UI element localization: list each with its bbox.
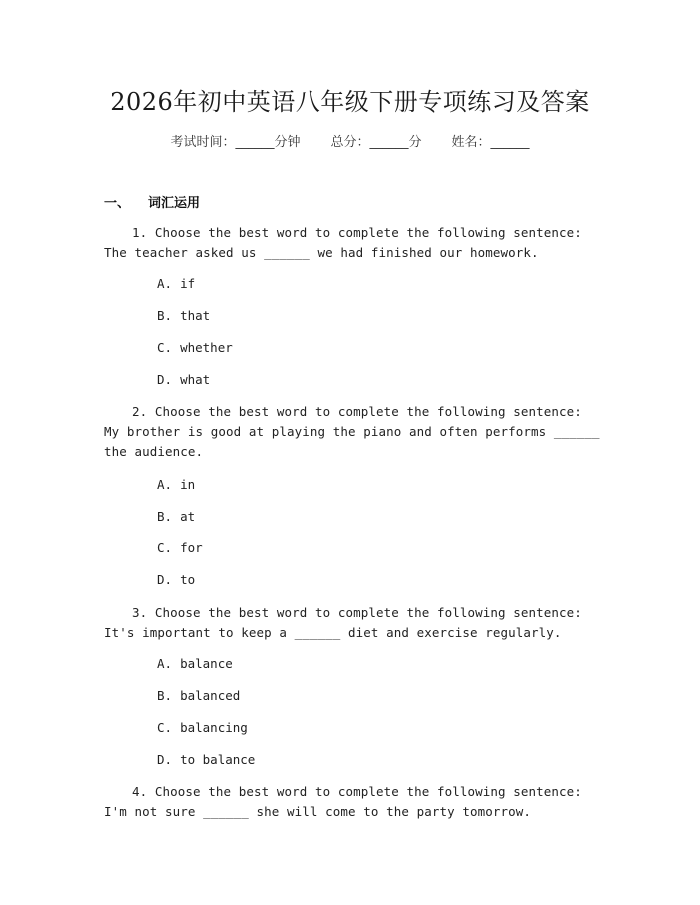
exam-time-label: 考试时间：______分钟 <box>170 135 301 150</box>
option <box>157 719 248 737</box>
option-letter: C. <box>157 540 173 555</box>
option-text: whether <box>180 340 233 355</box>
option <box>157 687 240 705</box>
option-letter: B. <box>157 308 173 323</box>
option <box>157 307 210 325</box>
option-text: at <box>180 509 196 524</box>
option <box>157 751 255 769</box>
question-text: 4. Choose the best word to complete the following sentence: I'm not sure ______ she will come to the party tomorrow. <box>104 784 582 819</box>
option-letter: D. <box>157 752 173 767</box>
option-letter: B. <box>157 688 173 703</box>
score-label: 总分：______分 <box>330 135 422 150</box>
option-letter: A. <box>157 656 173 671</box>
option-letter: D. <box>157 572 173 587</box>
option <box>157 508 195 526</box>
question-text: 1. Choose the best word to complete the following sentence: The teacher asked us ______ we had finished our homework. <box>104 225 582 260</box>
option-text: what <box>180 372 211 387</box>
option-text: balance <box>180 656 233 671</box>
section-number: 一、 <box>104 196 131 211</box>
option-text: for <box>180 540 203 555</box>
option-text: to balance <box>180 752 256 767</box>
option <box>157 655 233 673</box>
question-text: 2. Choose the best word to complete the following sentence: My brother is good at playing the piano and often performs ______ the audience. <box>104 404 600 459</box>
option-text: balanced <box>180 688 241 703</box>
option-text: that <box>180 308 211 323</box>
option-text: to <box>180 572 196 587</box>
option-text: in <box>180 477 196 492</box>
question-text: 3. Choose the best word to complete the following sentence: It's important to keep a ______ diet and exercise regularly. <box>104 605 582 640</box>
option <box>157 275 195 293</box>
option <box>157 476 195 494</box>
option-letter: A. <box>157 276 173 291</box>
page-title: 2026年初中英语八年级下册专项练习及答案 <box>110 88 590 116</box>
option-text: balancing <box>180 720 248 735</box>
name-label: 姓名：______ <box>451 135 530 150</box>
option <box>157 339 233 357</box>
option-letter: C. <box>157 340 173 355</box>
option <box>157 571 195 589</box>
option-letter: D. <box>157 372 173 387</box>
section-title: 词汇运用 <box>148 196 201 211</box>
option <box>157 371 210 389</box>
option-letter: C. <box>157 720 173 735</box>
option-letter: B. <box>157 509 173 524</box>
option-text: if <box>180 276 196 291</box>
exam-meta <box>0 131 700 150</box>
option <box>157 539 203 557</box>
option-letter: A. <box>157 477 173 492</box>
section-heading <box>104 192 200 211</box>
